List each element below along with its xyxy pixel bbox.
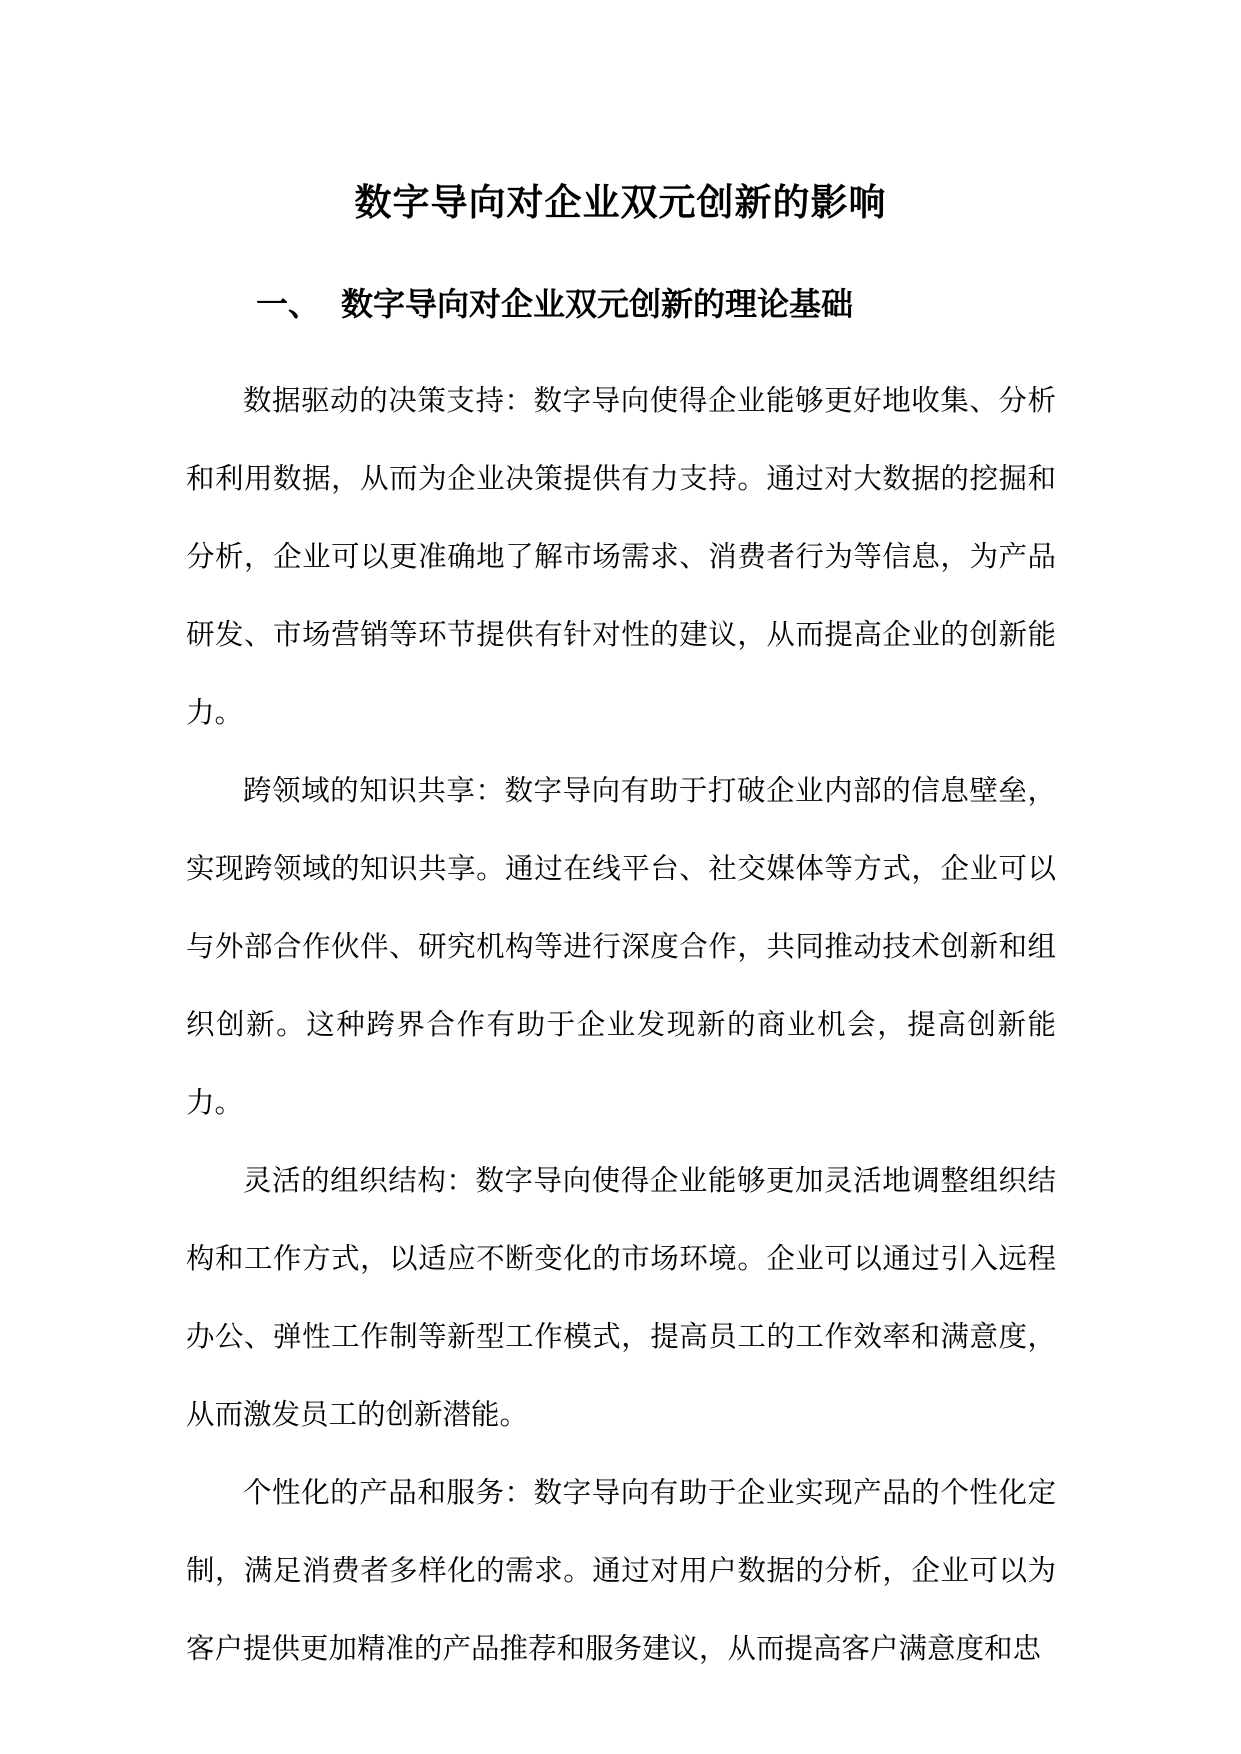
section-title: 数字导向对企业双元创新的理论基础	[341, 285, 854, 323]
paragraph-data-driven-decision: 数据驱动的决策支持：数字导向使得企业能够更好地收集、分析和利用数据，从而为企业决策提供有力支持。通过对大数据的挖掘和分析，企业可以更准确地了解市场需求、消费者行为等信息，为产品研发、市场营销等环节提供有针对性的建议，从而提高企业的创新能力。	[186, 384, 1056, 729]
paragraph-personalized-products: 个性化的产品和服务：数字导向有助于企业实现产品的个性化定制，满足消费者多样化的需求。通过对用户数据的分析，企业可以为客户提供更加精准的产品推荐和服务建议，从而提高客户满意度和忠	[186, 1476, 1056, 1665]
document-body	[186, 362, 1056, 1688]
section-number: 一、	[256, 285, 321, 323]
paragraph-knowledge-sharing: 跨领域的知识共享：数字导向有助于打破企业内部的信息壁垒，实现跨领域的知识共享。通过在线平台、社交媒体等方式，企业可以与外部合作伙伴、研究机构等进行深度合作，共同推动技术创新和组织创新。这种跨界合作有助于企业发现新的商业机会，提高创新能力。	[186, 774, 1056, 1119]
paragraph-flexible-organization: 灵活的组织结构：数字导向使得企业能够更加灵活地调整组织结构和工作方式，以适应不断变化的市场环境。企业可以通过引入远程办公、弹性工作制等新型工作模式，提高员工的工作效率和满意度，从而激发员工的创新潜能。	[186, 1164, 1056, 1431]
section-heading	[256, 282, 853, 326]
document-title: 数字导向对企业双元创新的影响	[354, 179, 887, 224]
